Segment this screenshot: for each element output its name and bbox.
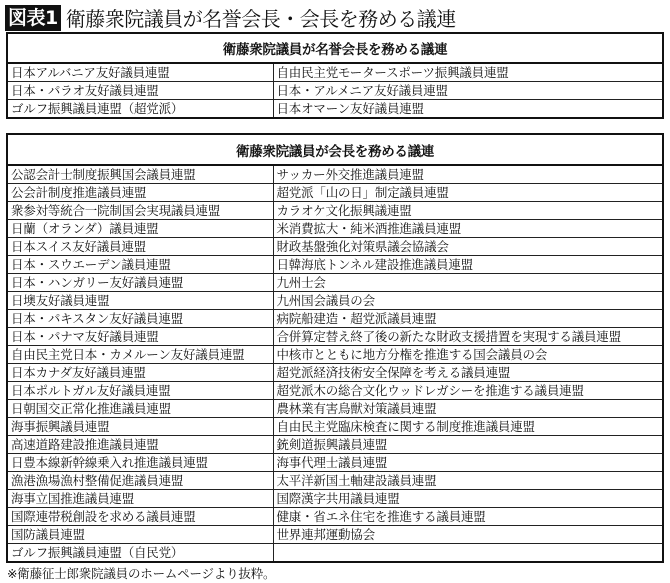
table-row: [7, 63, 663, 82]
right-cell: 病院船建造・超党派議員連盟: [273, 310, 663, 328]
left-cell: 漁港漁場漁村整備促進議員連盟: [7, 472, 273, 490]
left-cell: 公認会計士制度振興国会議員連盟: [7, 165, 273, 184]
right-cell: 銃剣道振興議員連盟: [273, 436, 663, 454]
left-cell: 日墺友好議員連盟: [7, 292, 273, 310]
table-row: [7, 184, 663, 202]
left-cell: ゴルフ振興議員連盟（超党派）: [7, 100, 273, 119]
left-cell: 日豊本線新幹線乗入れ推進議員連盟: [7, 454, 273, 472]
table-row: [7, 346, 663, 364]
honorary-chair-table: [6, 32, 664, 119]
left-cell: 日本・スウエーデン議員連盟: [7, 256, 273, 274]
right-cell: 世界連邦運動協会: [273, 526, 663, 544]
table-heading: 衛藤衆院議員が会長を務める議連: [7, 134, 663, 165]
table-row: [7, 82, 663, 100]
footnote: ※衛藤征士郎衆院議員のホームページより抜粋。: [7, 566, 276, 581]
left-cell: 日本・パラオ友好議員連盟: [7, 82, 273, 100]
table-row: [7, 328, 663, 346]
right-cell: 中核市とともに地方分権を推進する国会議員の会: [273, 346, 663, 364]
left-cell: 日本・パナマ友好議員連盟: [7, 328, 273, 346]
table-row: [7, 100, 663, 119]
right-cell: 日本オマーン友好議員連盟: [273, 100, 663, 119]
right-cell: 国際漢字共用議員連盟: [273, 490, 663, 508]
left-cell: 日本カナダ友好議員連盟: [7, 364, 273, 382]
right-cell: 日韓海底トンネル建設推進議員連盟: [273, 256, 663, 274]
table-row: [7, 382, 663, 400]
table-body: [7, 165, 663, 562]
right-cell: [273, 544, 663, 563]
table-row: [7, 238, 663, 256]
left-cell: 国際連帯税創設を求める議員連盟: [7, 508, 273, 526]
table-row: [7, 274, 663, 292]
left-cell: 日本・ハンガリー友好議員連盟: [7, 274, 273, 292]
right-cell: サッカー外交推進議員連盟: [273, 165, 663, 184]
right-cell: 超党派木の総合文化ウッドレガシーを推進する議員連盟: [273, 382, 663, 400]
right-cell: 超党派「山の日」制定議員連盟: [273, 184, 663, 202]
left-cell: ゴルフ振興議員連盟（自民党）: [7, 544, 273, 563]
table-row: [7, 310, 663, 328]
table-row: [7, 526, 663, 544]
left-cell: 衆参対等統合一院制国会実現議員連盟: [7, 202, 273, 220]
table-row: [7, 508, 663, 526]
right-cell: カラオケ文化振興議連盟: [273, 202, 663, 220]
table-row: [7, 292, 663, 310]
right-cell: 太平洋新国土軸建設議員連盟: [273, 472, 663, 490]
right-cell: 九州士会: [273, 274, 663, 292]
right-cell: 超党派経済技術安全保障を考える議員連盟: [273, 364, 663, 382]
left-cell: 高速道路建設推進議員連盟: [7, 436, 273, 454]
left-cell: 日本アルバニア友好議員連盟: [7, 63, 273, 82]
table-body: [7, 63, 663, 118]
table-row: [7, 400, 663, 418]
right-cell: 財政基盤強化対策県議会協議会: [273, 238, 663, 256]
right-cell: 九州国会議員の会: [273, 292, 663, 310]
page-title: 衛藤衆院議員が名誉会長・会長を務める議連: [65, 7, 456, 31]
table-heading: 衛藤衆院議員が名誉会長を務める議連: [7, 33, 663, 63]
table-row: [7, 544, 663, 563]
table-row: [7, 472, 663, 490]
table-row: [7, 256, 663, 274]
left-cell: 自由民主党日本・カメルーン友好議員連盟: [7, 346, 273, 364]
left-cell: 海事立国推進議員連盟: [7, 490, 273, 508]
table-row: [7, 436, 663, 454]
table-row: [7, 418, 663, 436]
figure-badge: 図表1: [5, 5, 61, 31]
table-row: [7, 364, 663, 382]
right-cell: 海事代理士議員連盟: [273, 454, 663, 472]
left-cell: 日蘭（オランダ）議員連盟: [7, 220, 273, 238]
table-row: [7, 490, 663, 508]
table-row: [7, 454, 663, 472]
right-cell: 米消費拡大・純米酒推進議員連盟: [273, 220, 663, 238]
figure-title: [5, 4, 456, 31]
right-cell: 農林業有害鳥獣対策議員連盟: [273, 400, 663, 418]
chair-table: [6, 133, 664, 563]
left-cell: 海事振興議員連盟: [7, 418, 273, 436]
right-cell: 自由民主党臨床検査に関する制度推進議員連盟: [273, 418, 663, 436]
table-row: [7, 165, 663, 184]
table-row: [7, 220, 663, 238]
right-cell: 自由民主党モータースポーツ振興議員連盟: [273, 63, 663, 82]
right-cell: 健康・省エネ住宅を推進する議員連盟: [273, 508, 663, 526]
right-cell: 日本・アルメニア友好議員連盟: [273, 82, 663, 100]
left-cell: 公会計制度推進議員連盟: [7, 184, 273, 202]
left-cell: 日本ポルトガル友好議員連盟: [7, 382, 273, 400]
left-cell: 国防議員連盟: [7, 526, 273, 544]
right-cell: 合併算定替え終了後の新たな財政支援措置を実現する議員連盟: [273, 328, 663, 346]
left-cell: 日本スイス友好議員連盟: [7, 238, 273, 256]
table-row: [7, 202, 663, 220]
left-cell: 日朝国交正常化推進議員連盟: [7, 400, 273, 418]
left-cell: 日本・パキスタン友好議員連盟: [7, 310, 273, 328]
